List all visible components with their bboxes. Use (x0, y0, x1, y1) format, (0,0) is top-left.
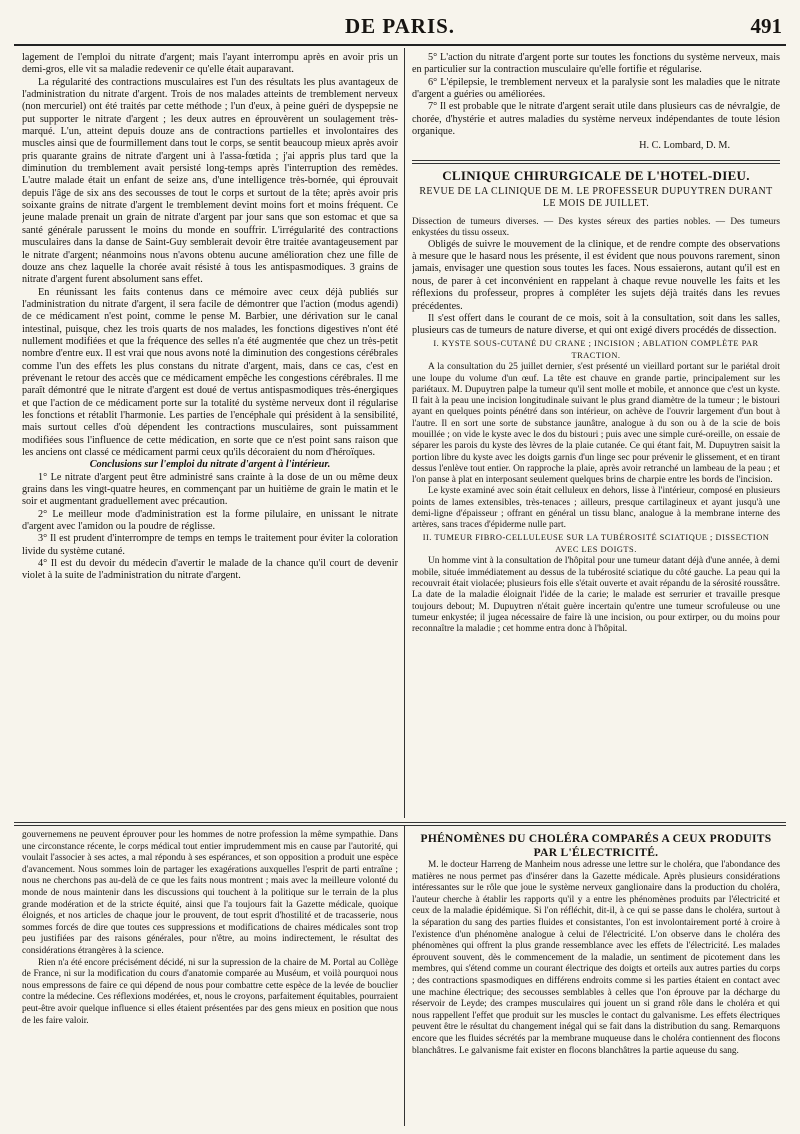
case-heading: I. KYSTE SOUS-CUTANÉ DU CRANE ; INCISION ; ABLATION COMPLÈTE PAR TRACTION. (433, 338, 759, 360)
conclusion-item: 7° Il est probable que le nitrate d'argent serait utile dans plusieurs cas de névralgie, de chorée, d'hystérie et autres maladies du système nerveux indépendantes de toute lésion organique. (412, 101, 780, 138)
bottom-left-column (22, 830, 398, 1130)
left-column (22, 52, 398, 816)
conclusion-item: 1° Le nitrate d'argent peut être administré sans crainte à la dose de un ou même deux grains dans les vingt-quatre heures, en commençant par un huitième de grain le matin et le soir et augmentant graduellement avec précaution. (22, 471, 398, 508)
conclusion-item: 3° Il est prudent d'interrompre de temps en temps le traitement pour éviter la coloration livide du système cutané. (22, 533, 398, 557)
right-column (412, 52, 780, 816)
header-rule (14, 44, 786, 46)
paragraph: M. le docteur Harreng de Manheim nous adresse une lettre sur le choléra, que l'abondance des matières ne nous permet pas d'insérer dans la Gazette médicale. Après plusieurs considérations intéressantes sur le rôle que joue le système nerveux ganglionaire dans la production du choléra, l'auteur cherche à établir les rapports qu'il y a entre les phénomènes produits par l'électricité et ceux de la maladie épidémique. Si l'on réfléchit, dit-il, à ce qui se passe dans le choléra, surtout à la séparation du sang des parties fluides et consistantes, l'on est involontairement porté à croire à l'existence d'un phénomène analogue à celui de l'électricité. L'on observe dans le choléra des phénomènes qui offrent la plus grande ressemblance avec les effets de l'électricité. Les malades éprouvent souvent, dès le commencement de la maladie, un sentiment de picotement dans les membres, qui s'étend comme un courant électrique des doigts et orteils aux autres parties du corps ; des contractions spasmodiques en différens endroits comme si les parties étaient en contact avec une machine électrique; des secousses semblables à celles que l'on éprouve par la décharge du réservoir de Leyde; des crampes musculaires qui jouent un si grand rôle dans le choléra et qui nous rappellent l'effet que produit sur les muscles le contact du galvanisme. Les effets électriques peuvent être le résultat du changement inégal qui se fait dans la distribution du sang. Remarquons encore que les fluides sécrétés par la membrane muqueuse dans le choléra contiennent des flocons blanchâtres. Le galvanisme fait exister en flocons blanchâtres la partie aqueuse du sang. (412, 860, 780, 1056)
case-heading: II. TUMEUR FIBRO-CELLULEUSE SUR LA TUBÉROSITÉ SCIATIQUE ; DISSECTION AVEC LES DOIGTS. (422, 532, 770, 555)
paragraph: En réunissant les faits contenus dans ce mémoire avec ceux déjà publiés sur l'administration du nitrate d'argent, il sera facile de démontrer que l'action (modus agendi) de ce médicament n'est point, comme le pense M. Barbier, une dérivation sur le canal intestinal, puisque, chez les trois quarts de nos malades, les fonctions digestives n'ont été nullement modifiées et que la fréquence des selles n'a été augmentée que chez un très-petit nombre d'entre eux. Il est vrai que nous avons noté la diminution des congestions cérébrales comme l'un des effets les plus constans du nitrate d'argent, mais, dans ce cas, c'est en prévenant le retour des accès que ce médicament empêche les congestions cérébrales. Il me paraît démontré que le nitrate d'argent est doué de vertus antispasmodiques très-énergiques et que l'action de ce médicament porte sur la totalité du système nerveux dont il régularise les fonctions et rétablit l'harmonie. Les parties de l'encéphale qui président à la sensibilité, mais surtout celles d'où dépendent les contractions musculaires, sont puissamment modifiées sous l'influence de cette médication, en sorte que ce n'est point sans raison que les anciens ont classé ce médicament parmi ceux qu'ils décoraient du nom d'héroïques. (22, 286, 398, 458)
paragraph: A la consultation du 25 juillet dernier, s'est présenté un vieillard portant sur le pariétal droit une loupe du volume d'un œuf. La tête est chauve en grande partie, principalement sur les pariétaux. M. Dupuytren palpe la tumeur qu'il sent molle et mobile, et annonce que c'est un kyste. Il fait à la peau une incision longitudinale suivant le plus grand diamètre de la tumeur ; le bistouri ayant en quelques points pénétré dans son intérieur, on achève de l'ouvrir largement d'un bout à l'autre. Il en sort une sorte de substance jaunâtre, analogue à du son ou à de la scie de bois mouillée ; on vide le kyste avec le dos du bistouri ; puis avec une simple curé-oreille, on essaie de séparer les parois du kyste des lèvres de la plaie cutanée. Ce qui étant fait, M. Dupuytren saisit la portion libre du kyste avec les doigts garnis d'un linge sec pour prévenir le glissement, et en tirant dessus l'enlève tout entier. On rapproche la plaie, après avoir retranché un lambeau de la peau ; et l'on panse à plat en interposant seulement quelques brins de charpie entre les bords de l'incision. (412, 362, 780, 486)
newspaper-page (14, 0, 786, 1134)
conclusion-item: 5° L'action du nitrate d'argent porte sur toutes les fonctions du système nerveux, mais en particulier sur la contraction musculaire qu'elle fortifie et régularise. (412, 52, 780, 76)
section-divider (14, 825, 786, 826)
paragraph: Obligés de suivre le mouvement de la clinique, et de rendre compte des observations à mesure que le hasard nous les présente, il est évident que nous pouvons rarement, sinon jamais, envisager une question sous toutes les faces. Nous essaierons, autant qu'il est en nous, de parer à cet inconvénient en rappelant à chaque revue nouvelle les faits et les réflexions du professeur, propres à compléter les sujets déjà traités dans les revues précédentes. (412, 238, 780, 312)
running-title: DE PARIS. (344, 14, 456, 38)
paragraph: Le kyste examiné avec soin était celluleux en dehors, lisse à l'intérieur, composé en plusieurs points de lames extensibles, très-tenaces ; ailleurs, presque cartilagineux et ayant jusqu'à une demi-ligne d'épaisseur ; offrant en général un tissu blanc, analogue à la membrane interne des artères, sans traces d'épiderme nulle part. (412, 486, 780, 531)
bottom-right-column (412, 832, 780, 1132)
section-rule (412, 163, 780, 164)
paragraph: Un homme vint à la consultation de l'hôpital pour une tumeur datant déjà d'une année, à demi mobile, située immédiatement au dessus de la tubérosité sciatique du côté gauche. La peau qui la recouvrait était violacée; plusieurs fois elle s'était ouverte et avait répandu de la sérosité roussâtre. La date de la maladie éloignait l'idée de la carie; le malade est serrurier et travaille presque toujours debout; M. Dupuytren n'était guère incertain qu'entre une tumeur scrofuleuse ou une tumeur enkystée; il jugea nécessaire de faire là une incision, ou pour extirper, ou du moins pour reconnaître la maladie ; cet homme entra donc à l'hôpital. (412, 556, 780, 635)
column-divider (404, 826, 405, 1126)
paragraph: Il s'est offert dans le courant de ce mois, soit à la consultation, soit dans les salles, plusieurs cas de tumeurs de nature diverse, et qui ont exigé divers procédés de dissection. (412, 312, 780, 337)
conclusion-item: 6° L'épilepsie, le tremblement nerveux et la paralysie sont les maladies que le nitrate d'argent a guéries ou améliorées. (412, 76, 780, 101)
paragraph: gouvernemens ne peuvent éprouver pour les hommes de notre profession la même sympathie. Dans une circonstance récente, le corps médical tout entier imprudemment mis en cause par l'autorité, qui voulait l'associer à ses actes, a mal répondu à ses espérances, et son opposition a produit une espèce d'avancement. Nous sommes loin de partager les exagérations auxquelles l'esprit de parti entraîne ; nous ne cherchons pas au-delà de ce que les faits nous montrent ; mais avec la meilleure volonté du monde de nous maintenir dans les discussions qui touchent à la politique sur le terrain de la plus grande modération et de la stricte équité, ainsi que l'a toujours fait la Gazette médicale, quoique éloignés, et nos articles de chaque jour le prouvent, de tout esprit d'hostilité et de tracasserie, nous sommes forcés de dire que toutes ces suppressions et modifications de chaires médicales sont trop peu justifiées par des raisons générales, pour n'être, au moins indirectement, le résultat des considérations étrangères à la science. (22, 830, 398, 956)
page-number: 491 (750, 14, 782, 38)
section-title: CLINIQUE CHIRURGICALE DE L'HOTEL-DIEU. (442, 167, 750, 183)
paragraph: lagement de l'emploi du nitrate d'argent; mais l'ayant interrompu après en avoir pris un demi-gros, elle vit sa maladie redevenir ce qu'elle était auparavant. (22, 52, 398, 76)
paragraph: La régularité des contractions musculaires est l'un des résultats les plus avantageux de l'administration du nitrate d'argent. Trois de nos malades atteints de tremblement nerveux (non mercuriel) ont été traités par cette méthode ; l'un d'eux, à peine guéri de dyspepsie ne put supporter le nitrate d'argent ; les deux autres en éprouvèrent un soulagement très-marqué. L'un, atteint depuis douze ans de contractions partielles et involontaires des muscles ainsi que de fourmillement dans tout le corps, se sentit beaucoup mieux après avoir pris quarante grains de nitrate d'argent uni à l'assa-fœtida ; j'ai appris plus tard que la diminution du tremblement avait persisté long-temps après l'interruption des remèdes. L'autre malade était un enfant de seize ans, d'une intelligence très-bornée, qui éprouvait depuis l'âge de six ans des secousses de tout le corps et surtout de la tête; après avoir pris soixante grains de nitrate d'argent le tremblement devint moins fort et moins fréquent. Ce jeune malade prenait un grain de nitrate d'argent par jour sans que son estomac et que sa santé générale parussent le moins du monde en souffrir. L'irrégularité des contractions musculaires dans la danse de Saint-Guy semblerait devoir être traitée avantageusement par le nitrate d'argent; néanmoins nous n'avons obtenu aucune amélioration chez une fille de douze ans chez laquelle la chorée avait résisté à tous les antispasmodiques. 3 grains de nitrate d'argent furent absolument sans effet. (22, 76, 398, 286)
conclusion-item: 4° Il est du devoir du médecin d'avertir le malade de la chance qu'il court de devenir violet à la suite de l'administration du nitrate d'argent. (22, 558, 398, 582)
paragraph: Rien n'a été encore précisément décidé, ni sur la supression de la chaire de M. Portal au Collège de France, ni sur la modification du cours d'anatomie comparée au Muséum, et voilà pourquoi nous nous empressons de faire ce qui dépend de nous pour combattre cette espèce de la levée de bouclier contre la médecine. Ces réflexions modérées, et, nous le croyons, parfaitement équitables, pourraient peut-être avoir quelque influence si elles étaient présentées par des gens mieux en position que nous de les faire valoir. (22, 957, 398, 1026)
section-rule (412, 160, 780, 161)
conclusions-title: Conclusions sur l'emploi du nitrate d'argent à l'intérieur. (89, 459, 331, 471)
conclusion-item: 2° Le meilleur mode d'administration est la forme pilulaire, en unissant le nitrate d'argent avec l'amidon ou la poudre de réglisse. (22, 508, 398, 533)
column-divider (404, 48, 405, 818)
summary: Dissection de tumeurs diverses. — Des kystes séreux des parties nobles. — Des tumeurs enkystées du tissu osseux. (412, 216, 780, 238)
article-title: PHÉNOMÈNES DU CHOLÉRA COMPARÉS A CEUX PRODUITS PAR L'ÉLECTRICITÉ. (420, 833, 772, 859)
signature: H. C. Lombard, D. M. (639, 140, 730, 152)
page-header (14, 12, 786, 42)
section-subtitle: REVUE DE LA CLINIQUE DE M. LE PROFESSEUR DUPUYTREN DURANT LE MOIS DE JUILLET. (419, 186, 773, 210)
section-divider (14, 822, 786, 823)
